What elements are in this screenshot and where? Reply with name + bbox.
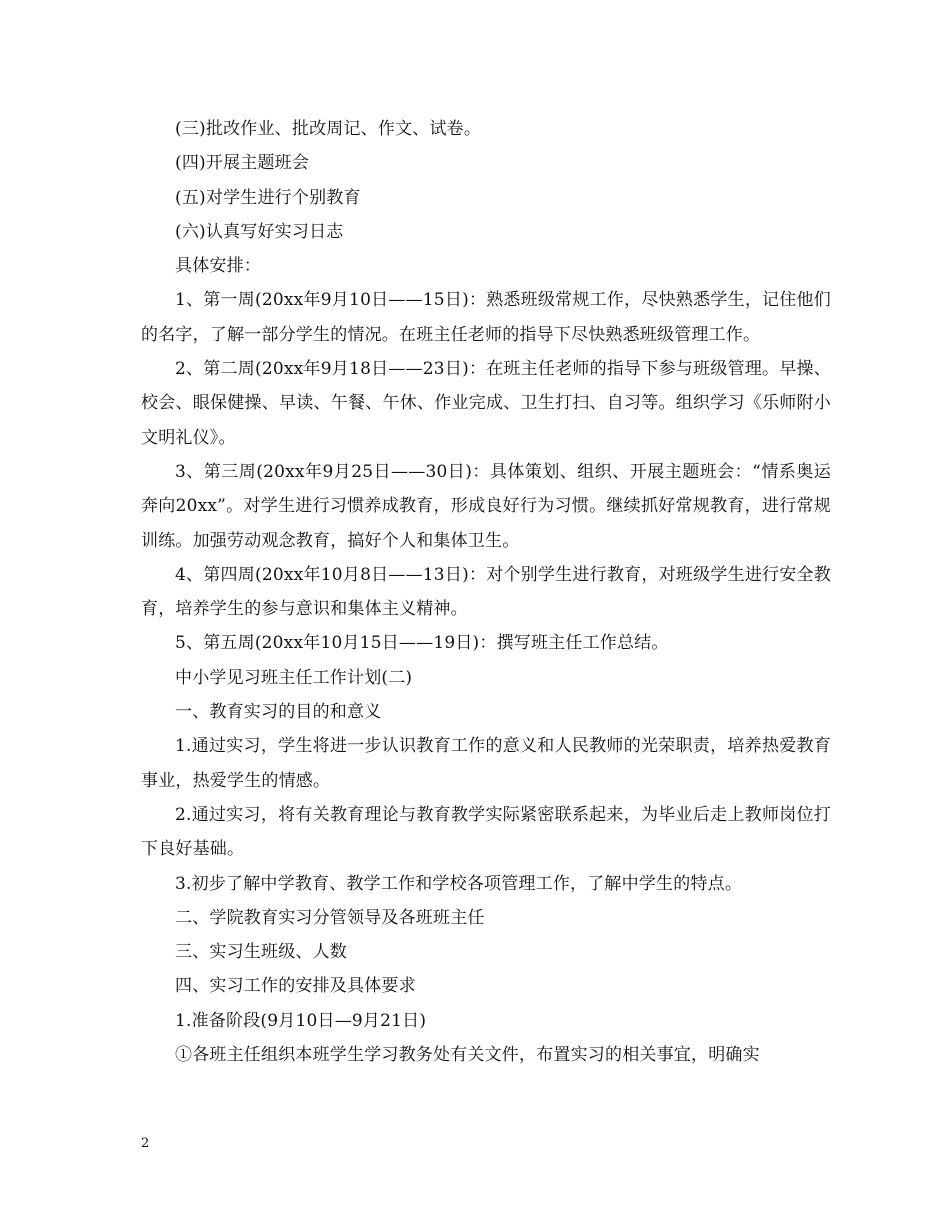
document-body	[141, 112, 831, 1072]
paragraph-7: 2、第二周(20xx年9月18日——23日)：在班主任老师的指导下参与班级管理。早操、校会、眼保健操、早读、午餐、午休、作业完成、卫生打扫、自习等。组织学习《乐师附小文明礼仪》。	[141, 359, 831, 448]
section-title: 中小学见习班主任工作计划(二)	[175, 667, 413, 688]
paragraph-19: 1.准备阶段(9月10日—9月21日)	[175, 1010, 427, 1031]
paragraph-20: ①各班主任组织本班学生学习教务处有关文件，布置实习的相关事宜，明确实	[175, 1045, 760, 1066]
heading-2: 二、学院教育实习分管领导及各班班主任	[175, 907, 485, 928]
paragraph-9: 4、第四周(20xx年10月8日——13日)：对个别学生进行教育，对班级学生进行安全教育，培养学生的参与意识和集体主义精神。	[141, 564, 831, 620]
paragraph-13: 1.通过实习，学生将进一步认识教育工作的意义和人民教师的光荣职责，培养热爱教育事业，热爱学生的情感。	[141, 736, 831, 791]
paragraph-1: (三)批改作业、批改周记、作文、试卷。	[175, 119, 482, 139]
paragraph-4: (六)认真写好实习日志	[175, 221, 344, 242]
paragraph-10: 5、第五周(20xx年10月15日——19日)：撰写班主任工作总结。	[175, 633, 669, 654]
heading-1: 一、教育实习的目的和意义	[175, 702, 382, 723]
paragraph-6: 1、第一周(20xx年9月10日——15日)：熟悉班级常规工作，尽快熟悉学生，记住他们的名字，了解一部分学生的情况。在班主任老师的指导下尽快熟悉班级管理工作。	[141, 290, 831, 345]
paragraph-5: 具体安排：	[175, 256, 261, 277]
page-number: 2	[141, 1136, 150, 1151]
paragraph-2: (四)开展主题班会	[175, 153, 310, 174]
paragraph-15: 3.初步了解中学教育、教学工作和学校各项管理工作，了解中学生的特点。	[175, 873, 743, 894]
paragraph-3: (五)对学生进行个别教育	[175, 187, 361, 208]
heading-3: 三、实习生班级、人数	[175, 942, 347, 963]
heading-4: 四、实习工作的安排及具体要求	[175, 976, 416, 997]
paragraph-14: 2.通过实习，将有关教育理论与教育教学实际紧密联系起来，为毕业后走上教师岗位打下良好基础。	[141, 804, 831, 860]
paragraph-8: 3、第三周(20xx年9月25日——30日)：具体策划、组织、开展主题班会：“情系奥运 奔向20xx”。对学生进行习惯养成教育，形成良好行为习惯。继续抓好常规教育，进行常规训练。加强劳动观念教育，搞好个人和集体卫生。	[141, 461, 831, 551]
